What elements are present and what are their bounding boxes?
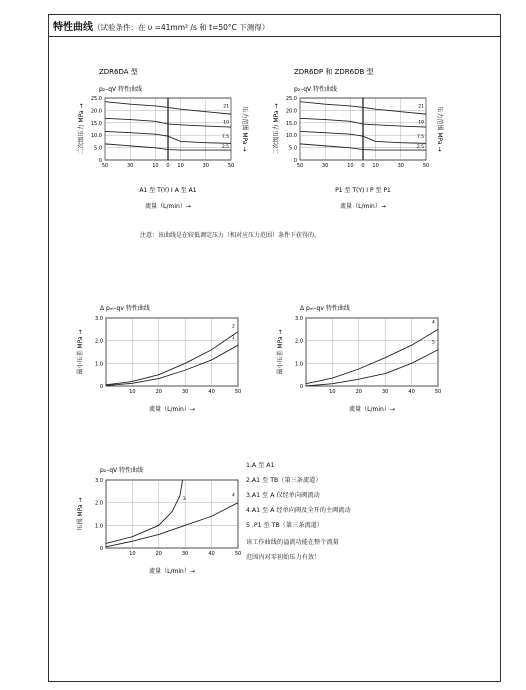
chart-title: p₂–qV 特性曲线 <box>99 86 143 93</box>
y-tick-label: 15.0 <box>285 120 297 127</box>
y-tick-label: 1.0 <box>295 361 303 368</box>
series-line <box>306 350 438 386</box>
y-tick-label: 0 <box>99 546 103 552</box>
x-tick-label: 10 <box>372 163 379 169</box>
header-bar <box>49 15 500 37</box>
y-tick-label: 25.0 <box>90 96 102 102</box>
legend <box>246 458 351 565</box>
chart-title: Δ pₘ–qv 特性曲线 <box>100 305 150 312</box>
x-axis-label: 流量（L/min）→ <box>349 406 395 413</box>
series-line <box>106 503 238 547</box>
x-tick-label: 40 <box>208 551 215 557</box>
x-tick-label: 50 <box>422 163 430 169</box>
chart-zdr6da <box>60 60 260 220</box>
y-tick-label: 3.0 <box>95 478 103 484</box>
x-tick-label: 10 <box>129 551 136 557</box>
chart-model-label: ZDR6DA 型 <box>99 68 138 76</box>
curve-label: 1 <box>232 336 235 342</box>
x-tick-label: 50 <box>234 551 242 557</box>
chart-zdr6dp-zdr6db <box>255 60 455 220</box>
y-axis-label-right: 压力范围 MPa → <box>436 106 443 152</box>
y-tick-label: 15.0 <box>90 120 102 127</box>
curve-label: 10 <box>418 120 424 126</box>
x-tick-label: 50 <box>434 389 442 395</box>
y-axis-label-right: 压力范围 MPa → <box>241 106 248 152</box>
y-axis-label: 压损 MPa → <box>77 497 84 531</box>
y-tick-label: 5.0 <box>289 145 297 152</box>
x-caption: P1 至 T(Y) Ⅰ P 至 P1 <box>335 187 391 194</box>
x-tick-label: 50 <box>227 163 235 169</box>
y-tick-label: 10.0 <box>285 133 297 140</box>
x-tick-label: 10 <box>152 163 159 169</box>
legend-note-line: 范围内对零初始压力有效！ <box>246 554 321 561</box>
chart-title: p₂–qV 特性曲线 <box>100 467 144 474</box>
curve-label: 7.5 <box>221 135 229 141</box>
y-tick-label: 5.0 <box>94 145 102 152</box>
y-tick-label: 2.0 <box>95 338 103 345</box>
curve-label: 10 <box>223 120 229 126</box>
x-tick-label: 30 <box>127 163 134 169</box>
plot-frame <box>106 480 238 548</box>
legend-item: 5 .P1 至 TB（第三条流道） <box>246 522 323 529</box>
y-axis-label: 最小压差 MPa → <box>77 329 84 375</box>
curve-label: 5 <box>432 340 435 346</box>
x-tick-label: 30 <box>182 551 189 557</box>
x-tick-label: 10 <box>329 389 336 395</box>
x-caption: A1 至 T(Y) Ⅰ A 至 A1 <box>139 187 197 194</box>
y-tick-label: 3.0 <box>295 316 303 322</box>
curve-label: 2.5 <box>416 145 424 151</box>
x-tick-label: 50 <box>101 163 109 169</box>
legend-item: 4.A1 至 A 经单向阀及全开的主阀流动 <box>246 507 351 514</box>
x-tick-label: 10 <box>177 163 184 169</box>
y-axis-label: 二次级压力 MPa → <box>273 103 280 155</box>
series-line <box>106 480 183 543</box>
chart-dpm-qv-right <box>260 298 460 418</box>
y-tick-label: 20.0 <box>285 108 297 115</box>
x-tick-label: 50 <box>296 163 304 169</box>
x-tick-label: 20 <box>155 551 162 557</box>
x-tick-label: 30 <box>382 389 389 395</box>
legend-item: 2.A1 至 TB（第三条流道） <box>246 477 322 484</box>
y-tick-label: 10.0 <box>90 133 102 140</box>
x-tick-label: 50 <box>234 389 242 395</box>
curve-label: 7.5 <box>416 135 424 141</box>
x-tick-label: 10 <box>129 389 136 395</box>
x-tick-label: 0 <box>166 163 170 169</box>
series-line <box>306 329 438 383</box>
x-tick-label: 30 <box>182 389 189 395</box>
legend-note-line: 该工作曲线的溢流功能在整个流量 <box>246 539 339 546</box>
series-line <box>106 332 238 385</box>
x-axis-label: 流量（L/min）→ <box>149 568 195 575</box>
chart-title: p₂–qV 特性曲线 <box>294 86 338 93</box>
x-tick-label: 40 <box>208 389 215 395</box>
page-title <box>53 18 269 33</box>
chart-p2-qv-bottom <box>60 460 260 580</box>
y-tick-label: 2.0 <box>95 500 103 507</box>
y-axis-label: 二次级压力 MPa → <box>78 103 85 155</box>
y-tick-label: 0 <box>299 384 303 390</box>
x-axis-label: 流量（L/min）→ <box>149 406 195 413</box>
y-tick-label: 2.0 <box>295 338 303 345</box>
chart-model-label: ZDR6DP 和 ZDR6DB 型 <box>294 68 374 76</box>
x-axis-label: 流量（L/min）→ <box>145 203 191 210</box>
curve-label: 4 <box>232 493 235 499</box>
chart-title: Δ pₘ–qv 特性曲线 <box>300 305 350 312</box>
x-tick-label: 20 <box>155 389 162 395</box>
plot-frame <box>106 318 238 386</box>
x-tick-label: 0 <box>361 163 365 169</box>
chart-dpm-qv-left <box>60 298 260 418</box>
plot-frame <box>306 318 438 386</box>
x-tick-label: 40 <box>408 389 415 395</box>
series-line <box>106 345 238 385</box>
legend-item: 1.A 至 A1 <box>246 462 275 469</box>
y-axis-label: 最小压差 MPa → <box>277 329 284 375</box>
y-tick-label: 3.0 <box>95 316 103 322</box>
y-tick-label: 25.0 <box>285 96 297 102</box>
y-tick-label: 1.0 <box>95 523 103 530</box>
x-tick-label: 10 <box>347 163 354 169</box>
y-tick-label: 0 <box>99 384 103 390</box>
curve-label: 21 <box>418 104 424 110</box>
y-tick-label: 0 <box>98 158 102 164</box>
curve-label: 4 <box>432 320 435 326</box>
y-tick-label: 1.0 <box>95 361 103 368</box>
y-tick-label: 0 <box>293 158 297 164</box>
x-axis-label: 流量（L/min）→ <box>340 203 386 210</box>
curve-label: 21 <box>223 104 229 110</box>
curve-label: 3 <box>182 496 186 502</box>
x-tick-label: 30 <box>322 163 329 169</box>
x-tick-label: 20 <box>355 389 362 395</box>
note-text: 注意：该曲线是在较低调定压力（相对应压力范围）条件下获得的。 <box>140 232 321 239</box>
x-tick-label: 30 <box>202 163 209 169</box>
curve-label: 2.5 <box>221 145 229 151</box>
legend-item: 3.A1 至 A 仅经单向阀流动 <box>246 492 320 499</box>
y-tick-label: 20.0 <box>90 108 102 115</box>
test-condition: （试验条件：在 υ =41mm² /s 和 t=50°C 下测得） <box>93 23 270 32</box>
curve-label: 2 <box>232 324 235 330</box>
title-text: 特性曲线 <box>53 22 93 33</box>
x-tick-label: 30 <box>397 163 404 169</box>
